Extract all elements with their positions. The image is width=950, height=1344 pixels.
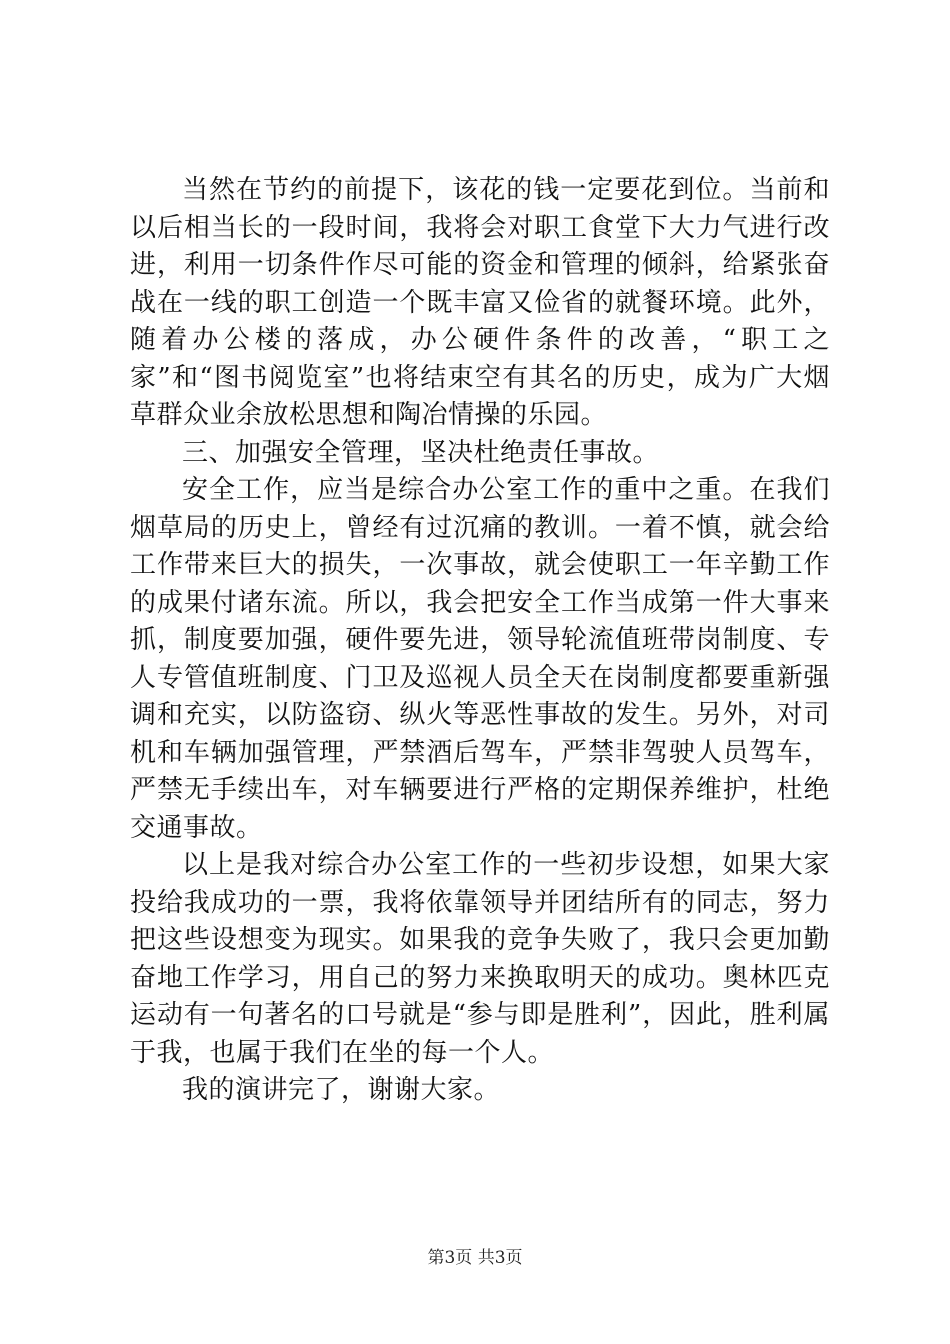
- page-number-footer: 第3页 共3页: [427, 1248, 523, 1268]
- paragraph-canteen: 当然在节约的前提下，该花的钱一定要花到位。当前和以后相当长的一段时间，我将会对职工食堂下大力气进行改进，利用一切条件作尽可能的资金和管理的倾斜，给紧张奋战在一线的职工创造一个既丰富又俭省的就餐环境。此外，随着办公楼的落成，办公硬件条件的改善，“职工之家”和“图书阅览室”也将结束空有其名的历史，成为广大烟草群众业余放松思想和陶冶情操的乐园。: [130, 175, 830, 430]
- paragraph-conclusion: 以上是我对综合办公室工作的一些初步设想，如果大家投给我成功的一票，我将依靠领导并团结所有的同志，努力把这些设想变为现实。如果我的竞争失败了，我只会更加勤奋地工作学习，用自己的努力来换取明天的成功。奥林匹克运动有一句著名的口号就是“参与即是胜利”，因此，胜利属于我，也属于我们在坐的每一个人。: [130, 850, 830, 1068]
- paragraph-safety: 安全工作，应当是综合办公室工作的重中之重。在我们烟草局的历史上，曾经有过沉痛的教训。一着不慎，就会给工作带来巨大的损失，一次事故，就会使职工一年辛勤工作的成果付诸东流。所以，我会把安全工作当成第一件大事来抓，制度要加强，硬件要先进，领导轮流值班带岗制度、专人专管值班制度、门卫及巡视人员全天在岗制度都要重新强调和充实，以防盗窃、纵火等恶性事故的发生。另外，对司机和车辆加强管理，严禁酒后驾车，严禁非驾驶人员驾车，严禁无手续出车，对车辆要进行严格的定期保养维护，杜绝交通事故。: [130, 475, 830, 843]
- paragraph-closing: 我的演讲完了，谢谢大家。: [182, 1075, 501, 1105]
- section-heading-safety: 三、加强安全管理，坚决杜绝责任事故。: [182, 437, 660, 468]
- document-body: [130, 172, 830, 1110]
